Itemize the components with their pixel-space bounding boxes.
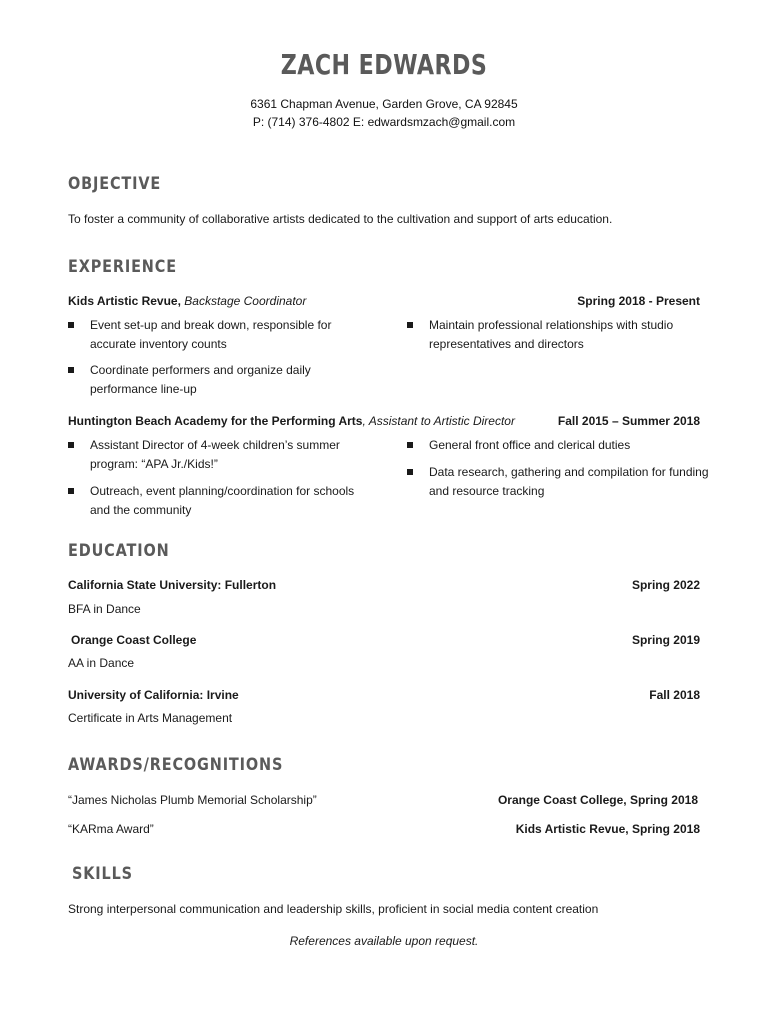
resume-name: ZACH EDWARDS	[280, 48, 488, 81]
job-dates: Spring 2018 - Present	[577, 294, 700, 308]
contact-address: 6361 Chapman Avenue, Garden Grove, CA 92845	[250, 97, 518, 111]
job-organization: Huntington Beach Academy for the Performing Arts	[68, 414, 363, 428]
experience-heading: EXPERIENCE	[68, 257, 177, 277]
job-role: Backstage Coordinator	[184, 294, 307, 308]
bullet-square-icon	[68, 367, 74, 373]
job-role: , Assistant to Artistic Director	[362, 414, 515, 428]
job-dates: Fall 2015 – Summer 2018	[557, 414, 700, 428]
education-school: California State University: Fullerton	[68, 578, 277, 592]
job-title-line	[68, 294, 306, 308]
education-date: Spring 2019	[631, 633, 700, 647]
skills-heading: SKILLS	[72, 864, 133, 884]
award-name: “KARma Award”	[68, 822, 154, 836]
bullet-square-icon	[68, 442, 74, 448]
education-date: Fall 2018	[649, 688, 700, 702]
bullet-square-icon	[407, 469, 413, 475]
objective-heading: OBJECTIVE	[68, 174, 162, 194]
awards-heading: AWARDS/RECOGNITIONS	[68, 755, 284, 775]
references-note: References available upon request.	[289, 934, 479, 948]
list-item: Event set-up and break down, responsible for accurate inventory counts	[90, 316, 380, 354]
education-school: University of California: Irvine	[68, 688, 239, 702]
award-name: “James Nicholas Plumb Memorial Scholarship”	[68, 793, 317, 807]
education-date: Spring 2022	[631, 578, 700, 592]
education-school: Orange Coast College	[71, 633, 197, 647]
education-heading: EDUCATION	[68, 541, 170, 561]
education-degree: Certificate in Arts Management	[68, 711, 233, 725]
list-item: Outreach, event planning/coordination for schools and the community	[90, 482, 390, 520]
bullet-square-icon	[68, 322, 74, 328]
list-item: Maintain professional relationships with studio representatives and directors	[429, 316, 719, 354]
bullet-square-icon	[407, 322, 413, 328]
education-degree: AA in Dance	[68, 656, 135, 670]
skills-text: Strong interpersonal communication and leadership skills, proficient in social media content creation	[68, 902, 599, 916]
award-source: Kids Artistic Revue, Spring 2018	[515, 822, 700, 836]
objective-text: To foster a community of collaborative artists dedicated to the cultivation and support of arts education.	[68, 212, 613, 226]
contact-phone-email: P: (714) 376-4802 E: edwardsmzach@gmail.com	[252, 115, 516, 129]
education-degree: BFA in Dance	[68, 602, 141, 616]
list-item: Assistant Director of 4-week children’s summer program: “APA Jr./Kids!”	[90, 436, 390, 474]
list-item: General front office and clerical duties	[429, 436, 729, 455]
bullet-square-icon	[68, 488, 74, 494]
list-item: Coordinate performers and organize daily performance line-up	[90, 361, 380, 399]
job-title-line	[68, 414, 515, 428]
list-item: Data research, gathering and compilation for funding and resource tracking	[429, 463, 729, 501]
job-organization: Kids Artistic Revue,	[68, 294, 181, 308]
bullet-square-icon	[407, 442, 413, 448]
award-source: Orange Coast College, Spring 2018	[497, 793, 698, 807]
